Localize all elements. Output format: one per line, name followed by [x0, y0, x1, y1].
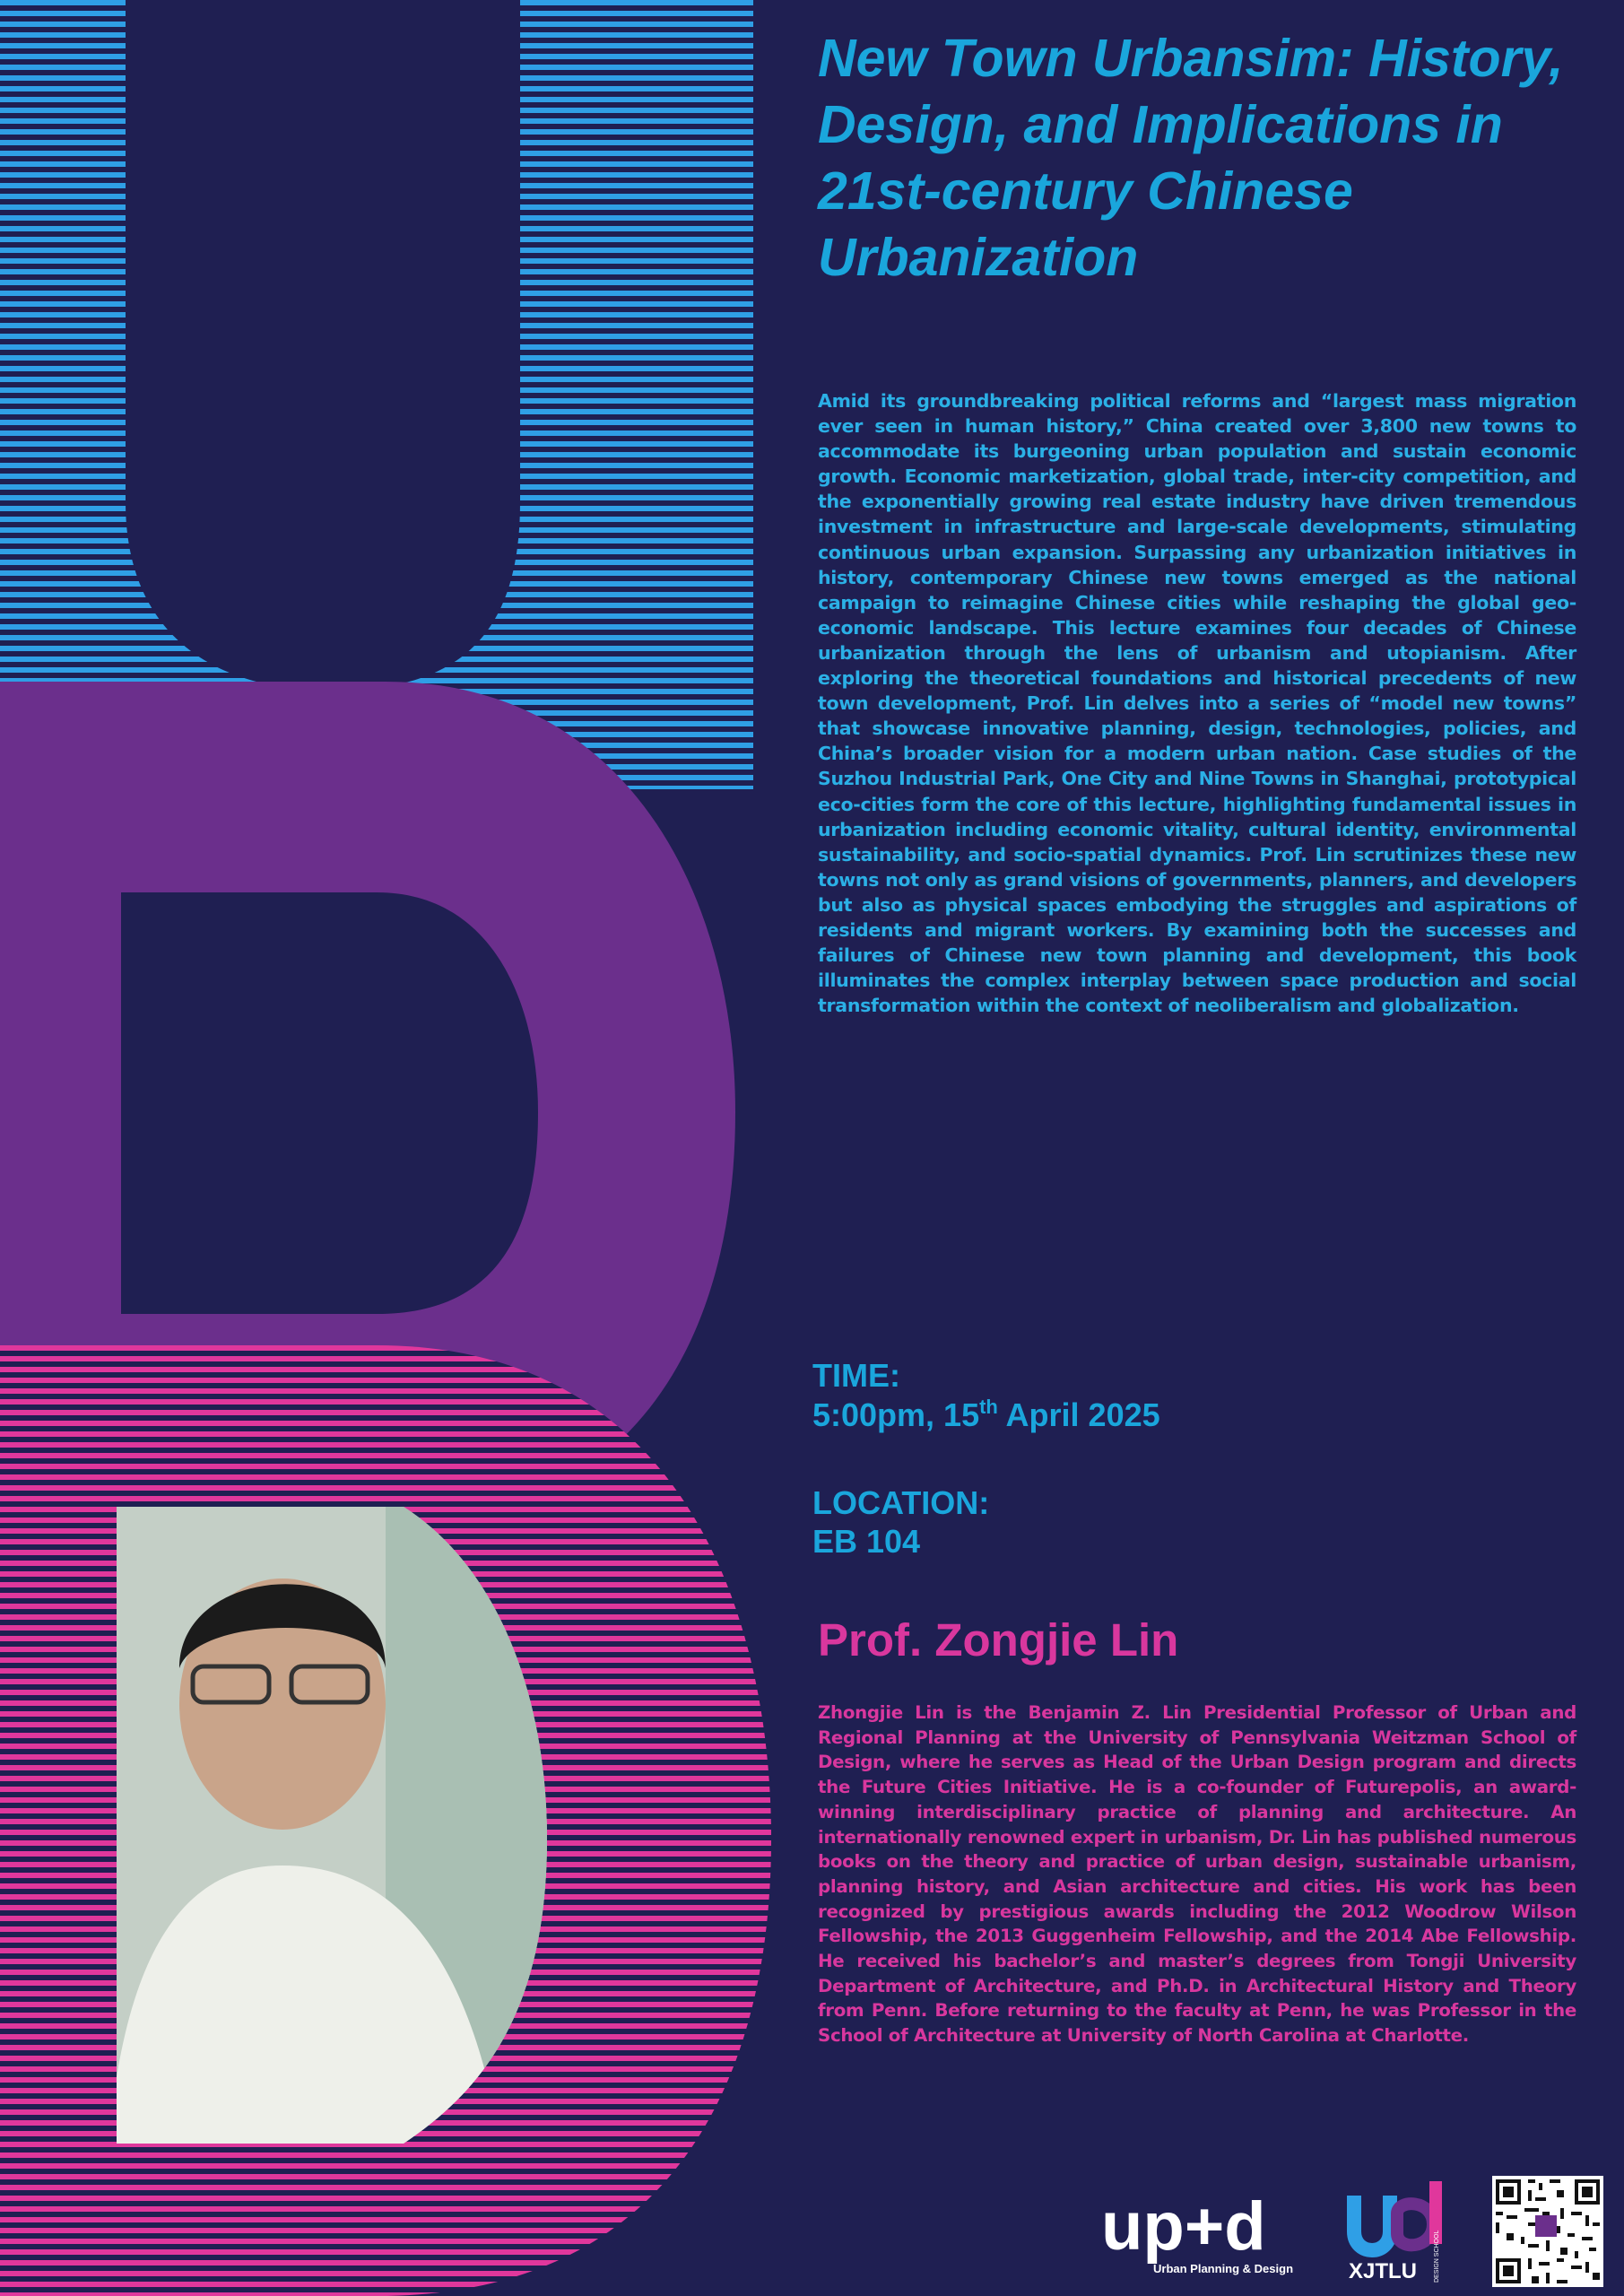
- event-title: New Town Urbansim: History, Design, and Implications in 21st-century Chinese Urbanization: [818, 29, 1564, 287]
- upd-caption: Urban Planning & Design: [1153, 2262, 1294, 2275]
- location-value: EB 104: [812, 1523, 921, 1560]
- xjtlu-design-school-logo: [1345, 2178, 1480, 2285]
- time-value: 5:00pm, 15th April 2025: [812, 1396, 1160, 1433]
- letter-d-counter: [121, 892, 538, 1314]
- decorative-udd-letters: [0, 0, 807, 2296]
- event-abstract: Amid its groundbreaking political reforms and “largest mass migration ever seen in human history,” China created over 3,800 new towns to accommodate its burgeoning urban population and sustain economic growth. Economic marketization, global trade, inter-city competition, and the exponentially growing real estate industry have driven tremendous investment in infrastructure and large-scale developments, stimulating continuous urban expansion. Surpassing any urbanization initiatives in history, contemporary Chinese new towns emerged as the national campaign to reimagine Chinese cities while reshaping the global geo-economic landscape. This lecture examines four decades of Chinese urbanization through the lens of urbanism and utopianism. After exploring the theoretical foundations and historical precedents of new town development, Prof. Lin delves into a series of “model new towns” that showcase innovative planning, design, technologies, policies, and China’s broader vision for a modern urban nation. Case studies of the Suzhou Industrial Park, One City and Nine Towns in Shanghai, prototypical eco-cities form the core of this lecture, highlighting fundamental issues in urbanization including economic vitality, cultural identity, environmental sustainability, and socio-spatial dynamics. Prof. Lin scrutinizes these new towns not only as grand visions of governments, planners, and developers but also as physical spaces embodying the struggles and aspirations of residents and migrant workers. By examining both the successes and failures of Chinese new town planning and development, this book illuminates the complex interplay between space production and social transformation within the context of neoliberalism and globalization.: [818, 390, 1576, 1017]
- qr-code[interactable]: [1492, 2176, 1603, 2287]
- speaker-bio: Zhongjie Lin is the Benjamin Z. Lin Presidential Professor of Urban and Regional Planning at the University of Pennsylvania Weitzman School of Design, where he serves as Head of the Urban Design program and directs the Future Cities Initiative. He is a co-founder of Futurepolis, an award-winning interdisciplinary practice of planning and architecture. An internationally renowned expert in urbanism, Dr. Lin has published numerous books on the theory and practice of urban design, sustainable urbanism, planning history, and Asian architecture and cities. His work has been recognized by prestigious awards including the 2012 Woodrow Wilson Fellowship, the 2013 Guggenheim Fellowship, and the 2014 Abe Fellowship. He received his bachelor’s and master’s degrees from Tongji University Department of Architecture, and Ph.D. in Architectural History and Theory from Penn. Before returning to the faculty at Penn, he was Professor in the School of Architecture at University of North Carolina at Charlotte.: [818, 1702, 1576, 2047]
- design-school-text: DESIGN SCHOOL: [1434, 2230, 1440, 2283]
- letter-u-counter: [126, 0, 520, 691]
- upd-mark: up+d: [1101, 2190, 1266, 2265]
- xjtlu-text: XJTLU: [1349, 2259, 1418, 2283]
- speaker-name: Prof. Zongjie Lin: [818, 1614, 1179, 1665]
- upd-logo: [1101, 2190, 1334, 2280]
- time-label: TIME:: [812, 1357, 900, 1394]
- location-label: LOCATION:: [812, 1484, 990, 1521]
